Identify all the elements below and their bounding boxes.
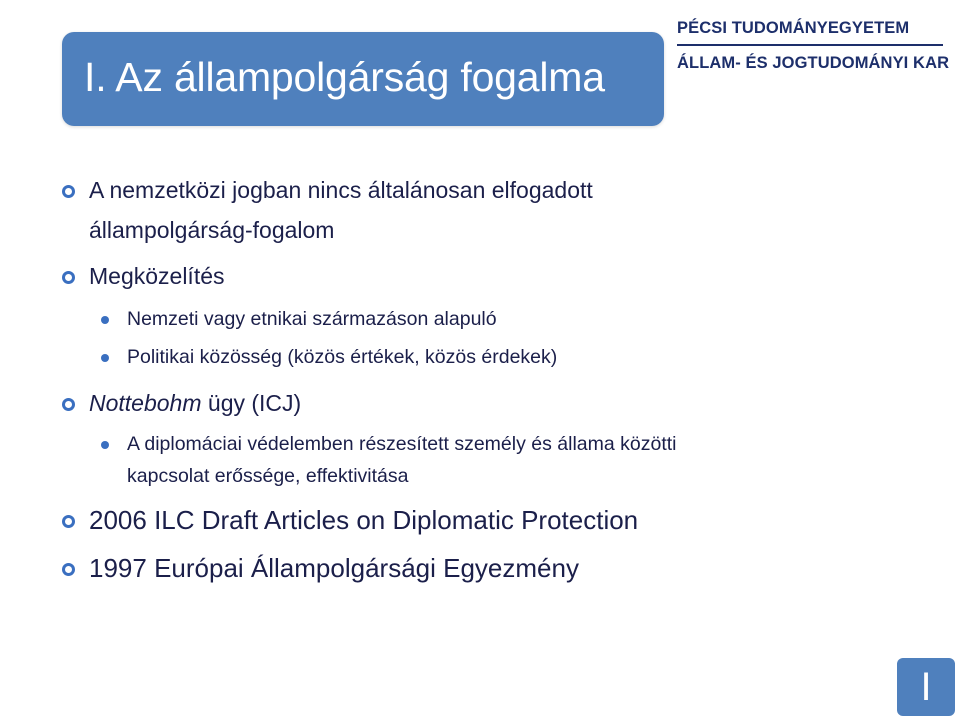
bullet-text: Megközelítés — [89, 263, 225, 289]
sub-bullet-text-cont: kapcsolat erőssége, effektivitása — [127, 465, 409, 487]
sub-bullet-text: Politikai közösség (közös értékek, közös érdekek) — [127, 346, 558, 368]
bullet-text — [89, 390, 301, 417]
sub-bullet-text: A diplomáciai védelemben részesített személy és állama közötti — [127, 433, 677, 455]
page-title: I. Az állampolgárság fogalma — [84, 54, 605, 100]
ring-bullet-icon — [62, 271, 75, 284]
dot-bullet-icon — [101, 316, 109, 324]
faculty-name: ÁLLAM- ÉS JOGTUDOMÁNYI KAR — [677, 54, 950, 72]
dot-bullet-icon — [101, 441, 109, 449]
dot-bullet-icon — [101, 354, 109, 362]
case-name: Nottebohm — [89, 390, 202, 416]
ring-bullet-icon — [62, 515, 75, 528]
bullet-text-cont: állampolgárság-fogalom — [89, 217, 335, 243]
bullet-text: A nemzetközi jogban nincs általánosan elfogadott — [89, 177, 593, 203]
bullet-text: 1997 Európai Állampolgársági Egyezmény — [89, 553, 579, 583]
sub-bullet-text: Nemzeti vagy etnikai származáson alapuló — [127, 308, 497, 330]
ring-bullet-icon — [62, 185, 75, 198]
bullet-text: 2006 ILC Draft Articles on Diplomatic Protection — [89, 505, 639, 535]
section-nav-button[interactable]: I — [897, 658, 955, 716]
ring-bullet-icon — [62, 398, 75, 411]
university-name: PÉCSI TUDOMÁNYEGYETEM — [677, 19, 910, 37]
ring-bullet-icon — [62, 563, 75, 576]
case-rest: ügy (ICJ) — [201, 390, 302, 416]
